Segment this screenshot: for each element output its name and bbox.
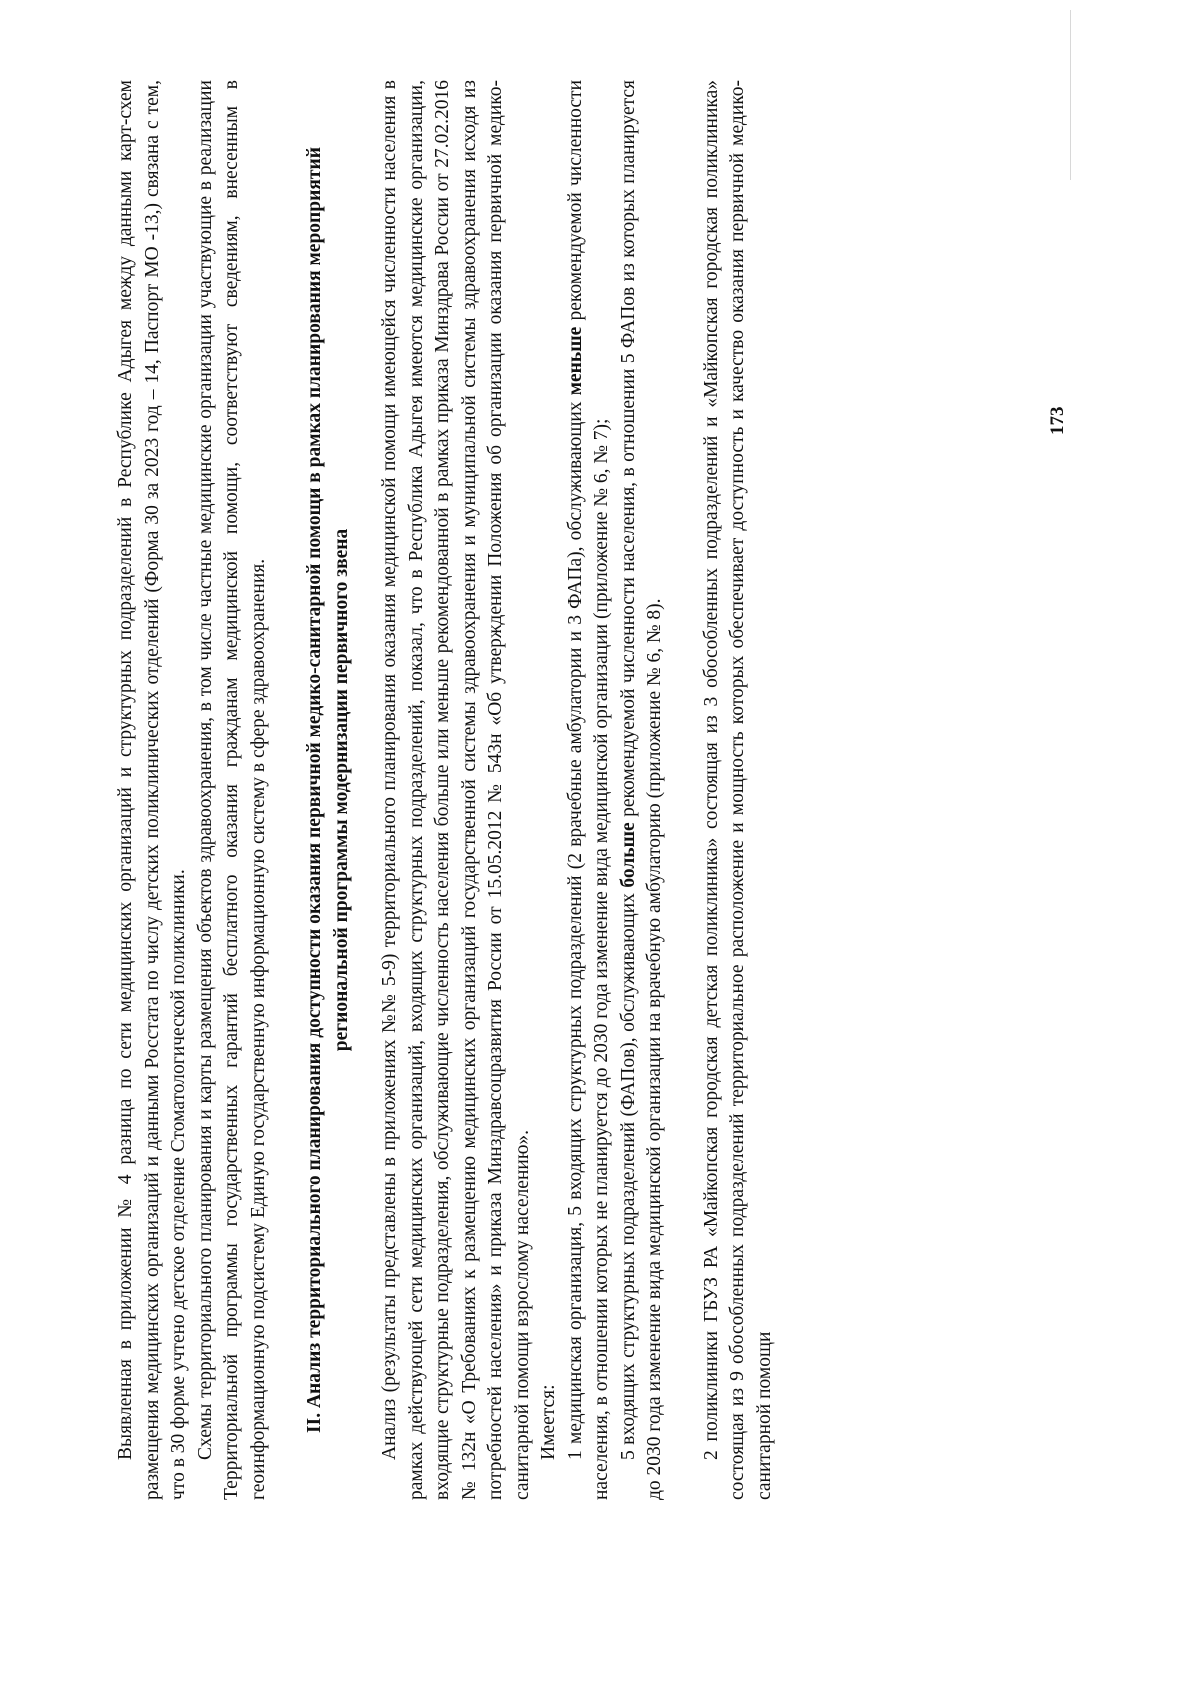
paragraph-polyclinics: 2 поликлиники ГБУЗ РА «Майкопская городская детская поликлиника» состоящая из 3 обособленных подразделений и «Майкопская городская поликлиника» состоящая из 9 обособленных подразделений территориальное расположение и мощность которых обеспечивает доступность и качество оказания первичной медико-санитарной помощи bbox=[700, 80, 775, 1500]
paragraph-territorial-schemes: Схемы территориального планирования и карты размещения объектов здравоохранения, в том числе частные медицинские организации участвующие в реализации Территориальной программы государственных гарантий бесплатного оказания гражданам медицинской помощи, соответствуют сведениям, внесенным в геоинформационную подсистему Единую государственную информационную систему в сфере здравоохранения. bbox=[194, 80, 269, 1500]
paragraph-available: Имеется: bbox=[538, 1384, 559, 1460]
document-page bbox=[95, 50, 1095, 1530]
bold-emphasis: больше bbox=[617, 822, 639, 888]
text-fragment: 1 медицинская организация, 5 входящих структурных подразделений (2 врачебные амбулатории и 3 ФАПа), обслуживающих bbox=[564, 395, 586, 1460]
text-fragment: рекомендуемой численности населения, в отношении которых не планируется до 2030 года изменение вида медицинской организации (приложение № 6, № 7); bbox=[564, 79, 612, 1500]
paragraph-analysis: Анализ (результаты представлены в приложениях №№ 5-9) территориального планирования оказания медицинской помощи имеющейся численности населения в рамках действующей сети медицинских организаций, входящих структурных подразделений, показал, что в Республика Адыгея имеются медицинские организации, входящие структурные подразделения, обслуживающие численность населения больше или меньше рекомендованной в рамках приказа Минздрава России от 27.02.2016 № 132н «О Требованиях к размещению медицинских организаций государственной системы здравоохранения и муниципальной системы здравоохранения исходя из потребностей населения» и приказа Минздравсоцразвития России от 15.05.2012 № 543н «Об утверждении Положения об организации оказания первичной медико-санитарной помощи взрослому населению». bbox=[379, 80, 533, 1500]
paragraph-more-population bbox=[616, 80, 669, 1500]
page-number: 173 bbox=[1047, 406, 1068, 435]
bold-emphasis: меньше bbox=[564, 326, 586, 396]
section-heading: II. Анализ территориального планирования доступности оказания первичной медико-санитарной помощи в рамках планирования мероприятий региональной программы модернизации первичного звена bbox=[304, 147, 352, 1433]
text-fragment: рекомендуемой численности населения, в отношении 5 ФАПов из которых планируется до 2030 года изменение вида медицинской организации на врачебную амбулаторию (приложение № 6, № 8). bbox=[617, 80, 665, 1500]
text-fragment: 5 входящих структурных подразделений (ФАПов), обслуживающих bbox=[617, 887, 639, 1460]
paragraph-network-difference: Выявленная в приложении № 4 разница по сети медицинских организаций и структурных подразделений в Республике Адыгея между данными карт-схем размещения медицинских организаций и данными Росстата по числу детских поликлинических отделений (Форма 30 за 2023 год – 14, Паспорт МО -13,) связана с тем, что в 30 форме учтено детское отделение Стоматологической поликлиники. bbox=[115, 80, 189, 1500]
paragraph-less-population bbox=[563, 80, 616, 1500]
